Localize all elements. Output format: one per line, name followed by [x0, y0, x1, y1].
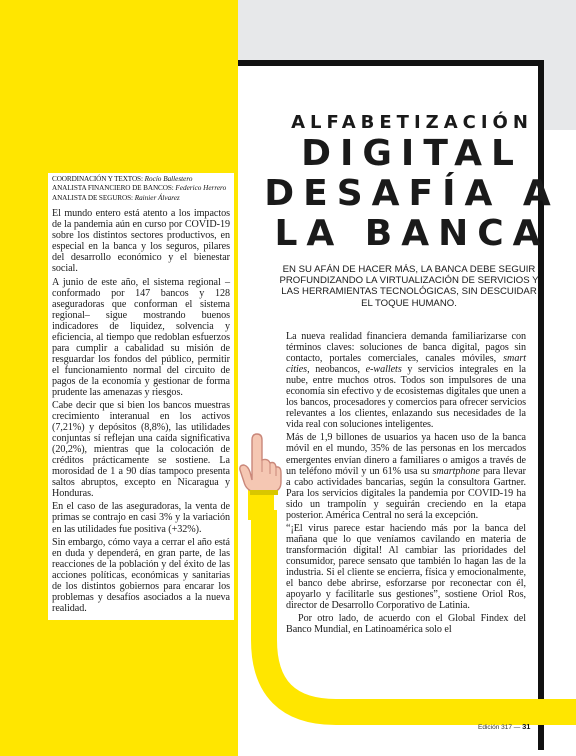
credit-line — [52, 175, 230, 184]
title-line: DESAFÍA A — [264, 173, 560, 214]
title-line: DIGITAL — [301, 133, 523, 174]
body-paragraph: Por otro lado, de acuerdo con el Global Findex del Banco Mundial, en Latinoamérica solo el — [286, 613, 526, 636]
edition-label: Edición 317 — — [478, 724, 521, 731]
credit-line — [52, 194, 230, 203]
article-subtitle: EN SU AFÁN DE HACER MÁS, LA BANCA DEBE SEGUIR PROFUNDIZANDO LA VIRTUALIZACIÓN DE SERVICIOS Y LAS HERRAMIENTAS TECNOLÓGICAS, SIN DESCUIDAR EL TOQUE HUMANO. — [279, 264, 539, 309]
page-number: 31 — [522, 722, 531, 731]
article-title — [262, 112, 562, 253]
italic-term: smartphone — [432, 465, 480, 477]
credit-label: ANALISTA DE SEGUROS: — [52, 193, 133, 202]
credit-label: ANALISTA FINANCIERO DE BANCOS: — [52, 184, 174, 193]
credit-label: COORDINACIÓN Y TEXTOS: — [52, 175, 143, 183]
text-run: La nueva realidad financiera demanda familiarizarse con términos claves: soluciones de banca digital, pagos sin contacto, portales comerciales, canales móviles, — [286, 331, 526, 365]
body-paragraph: “¡El virus parece estar haciendo más por la banca del mañana que lo que veníamos cavilando en materia de transformación digital! Al cambiar las prioridades del consumidor, parece sensato que también lo hagan las de la industria. Si el cliente se encierra, física y emocionalmente, el banco debe abrirse, esforzarse por reconectar con él, apoyarlo y facilitarle sus gestiones”, sostiene Oriol Ros, director de Desarrollo Corporativo de Latinia. — [286, 522, 526, 612]
italic-term: e-wallets — [365, 364, 402, 376]
body-paragraph: El mundo entero está atento a los impactos de la pandemia aún en curso por COVID-19 sobre los distintos sectores productivos, en especial en la banca y los seguros, pilares del desarrollo económico y el bienestar social. — [52, 208, 230, 275]
body-paragraph: A junio de este año, el sistema regional –conformado por 147 bancos y 128 aseguradoras que conforman el sistema regional– sigue mostrando buenos indicadores de liquidez, solvencia y eficiencia, al tiempo que redoblan esfuerzos para cumplir a cabalidad su misión de resguardar los fondos del público, permitir el funcionamiento normal del circuito de pagos de la economía y gestionar de forma prudente las amenazas y riesgos. — [52, 276, 230, 398]
body-paragraph: En el caso de las aseguradoras, la venta de primas se contrajo en casi 3% y la variación en las utilidades fue positiva (+32%). — [52, 501, 230, 535]
credit-name: Federico Herrero — [175, 184, 227, 193]
body-paragraph — [286, 432, 526, 520]
pointing-hand-icon — [232, 430, 282, 520]
page-footer — [478, 722, 530, 731]
title-kicker: ALFABETIZACIÓN — [291, 112, 533, 133]
credits-block — [52, 175, 230, 203]
body-paragraph — [286, 331, 526, 430]
text-run: para llevar a cabo actividades bancarias, según la consultora Gartner. Para los servicios digitales la pandemia por COVID-19 ha sido un trampolín y seguirán creciendo en la etapa posterior. América Central no será la excepción. — [286, 465, 526, 521]
text-run: , neobancos, — [307, 364, 366, 376]
text-run: Más de 1,9 billones de usuarios ya hacen uso de la banca móvil en el mundo, 35% de las personas en los mercados emergentes envían dinero a familiares o amigos a través de un teléfono móvil y un 61% usa su — [286, 432, 526, 477]
left-column — [48, 173, 234, 620]
credit-name: Rocío Ballestero — [144, 175, 193, 183]
body-paragraph: Cabe decir que si bien los bancos muestras crecimiento interanual en los activos (7,21%) y depósitos (8,8%), las utilidades conjuntas sí reflejan una caída significativa (20,2%), mientras que la colocación de créditos prácticamente se sostiene. La morosidad de 1 a 90 días tampoco presenta saltos abruptos, excepto en Nicaragua y Honduras. — [52, 400, 230, 500]
credit-line — [52, 184, 230, 193]
credit-name: Rainier Álvarez — [134, 193, 180, 202]
italic-term: smart cities — [286, 353, 526, 376]
right-column — [286, 331, 526, 637]
title-line: LA BANCA — [274, 213, 550, 254]
body-paragraph: Sin embargo, cómo vaya a cerrar el año está en duda y dependerá, en gran parte, de las reacciones de la población y del éxito de las acciones políticas, económicas y sanitarias de los distintos gobiernos para encarar los problemas y desafíos asociados a la nueva realidad. — [52, 536, 230, 614]
text-run: y servicios integrales en la nube, entre muchos otros. Todos son impulsores de una economía sin efectivo y de ecosistemas digitales que unen a los bancos, procesadores y comercios para ofrecer servicios relevantes a los clientes, enlazando sus necesidades de la vida real con soluciones inteligentes. — [286, 364, 526, 431]
